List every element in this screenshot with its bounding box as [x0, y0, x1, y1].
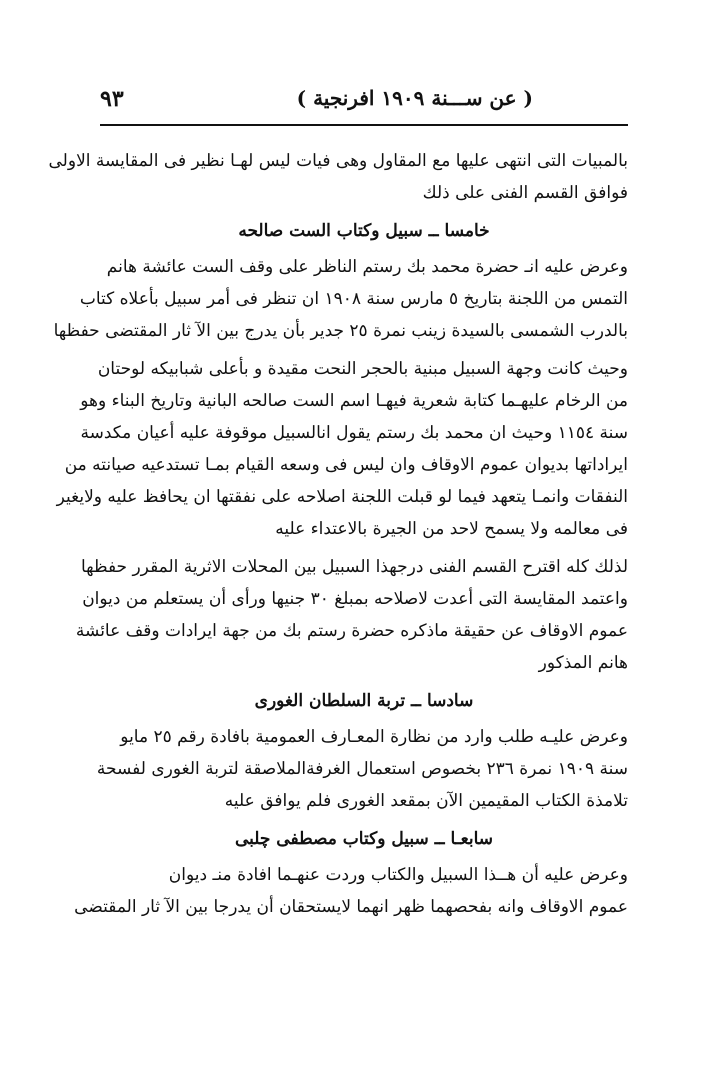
text-line: وعرض عليه أن هــذا السبيل والكتاب وردت عنهـما افادة منـ ديوان — [168, 865, 628, 885]
text-line: ايراداتها بديوان عموم الاوقاف وان ليس فى وسعه القيام بمـا تستدعيه صيانته من — [64, 455, 628, 475]
text-line: فوافق القسم الفنى على ذلك — [422, 183, 628, 203]
text-line: فى معالمه ولا يسمح لاحد من الجيرة بالاعتداء عليه — [275, 519, 628, 539]
text-line: وعرض عليه انـ حضرة محمد بك رستم الناظر على وقف الست عائشة هانم — [106, 257, 628, 277]
text-line: من الرخام عليهـما كتابة شعرية فيهـا اسم الست صالحه البانية وتاريخ البناء وهو — [80, 391, 628, 411]
paragraph — [48, 145, 628, 209]
text-line: عموم الاوقاف وانه بفحصهما ظهر انهما لايستحقان أن يدرجا بين الآ ثار المقتضى — [74, 897, 628, 917]
body-text — [48, 145, 628, 929]
section-heading-sixth: سادسا ــ تربة السلطان الغورى — [254, 691, 474, 711]
text-line: سنة ١١٥٤ وحيث ان محمد بك رستم يقول انالسبيل موقوفة عليه أعيان مكدسة — [80, 423, 628, 443]
text-line: سنة ١٩٠٩ نمرة ٢٣٦ بخصوص استعمال الغرفةالملاصقة لتربة الغورى لفسحة — [96, 759, 628, 779]
text-line: لذلك كله اقترح القسم الفنى درجهذا السبيل بين المحلات الاثرية المقرر حفظها — [81, 557, 628, 577]
section-heading-fifth: خامسا ــ سبيل وكتاب الست صالحه — [238, 221, 490, 241]
section-heading-seventh: سابعـا ــ سبيل وكتاب مصطفى چلبى — [234, 829, 494, 849]
running-title: ( عن ســـنة ١٩٠٩ افرنجية ) — [296, 86, 533, 110]
text-line: تلامذة الكتاب المقيمين الآن بمقعد الغورى فلم يوافق عليه — [224, 791, 628, 811]
text-line: عموم الاوقاف عن حقيقة ماذكره حضرة رستم بك من جهة ايرادات وقف عائشة — [75, 621, 628, 641]
paragraph — [56, 353, 628, 545]
page-header — [100, 86, 628, 124]
paragraph — [96, 721, 628, 817]
paragraph — [74, 859, 628, 923]
paragraph — [53, 251, 628, 347]
header-rule — [100, 124, 628, 126]
text-line: وعرض عليـه طلب وارد من نظارة المعـارف العمومية بافادة رقم ٢٥ مايو — [120, 727, 628, 747]
paragraph — [75, 551, 628, 679]
page-number: ٩٣ — [100, 86, 124, 112]
text-line: بالمبيات التى انتهى عليها مع المقاول وهى فيات ليس لهـا نظير فى المقايسة الاولى — [48, 151, 628, 171]
text-line: بالدرب الشمسى بالسيدة زينب نمرة ٢٥ جدير بأن يدرج بين الآ ثار المقتضى حفظها — [53, 321, 628, 341]
text-line: النفقات وانمـا يتعهد فيما لو قبلت اللجنة اصلاحه على نفقتها ان يحافظ عليه ولايغير — [56, 487, 628, 507]
text-line: هانم المذكور — [538, 653, 628, 673]
text-line: وحيث كانت وجهة السبيل مبنية بالحجر النحت مقيدة و بأعلى شبابيكه لوحتان — [97, 359, 628, 379]
text-line: واعتمد المقايسة التى أعدت لاصلاحه بمبلغ ٣٠ جنيها ورأى أن يستعلم من ديوان — [82, 589, 628, 609]
text-line: التمس من اللجنة بتاريخ ٥ مارس سنة ١٩٠٨ ان تنظر فى أمر سبيل بأعلاه كتاب — [79, 289, 628, 309]
